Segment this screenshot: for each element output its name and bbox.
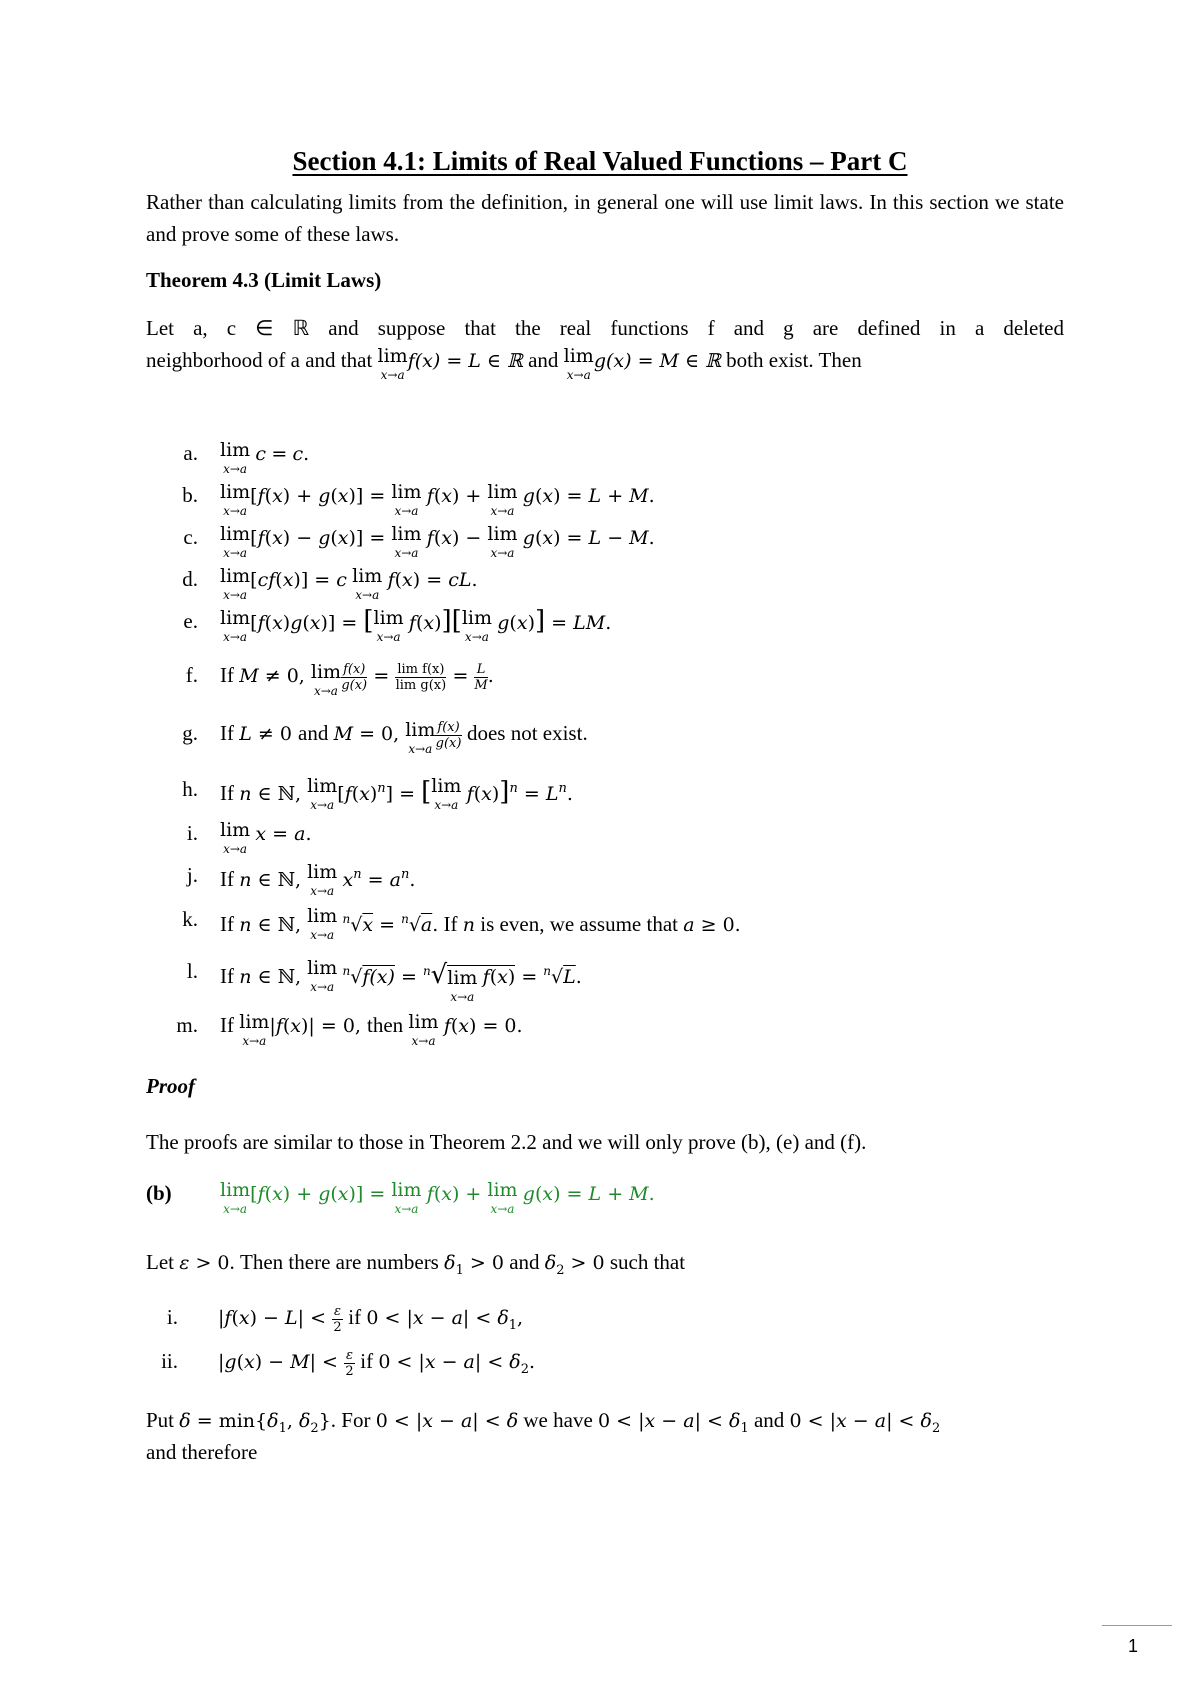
epsilon-line: Let ε > 0. Then there are numbers $\delta_1 > 0$ and $\delta_2 > 0$ such that	[146, 1250, 686, 1279]
proof-intro: The proofs are similar to those in Theorem 2.2 and we will only prove (b), (e) and (f).	[146, 1130, 867, 1154]
proof-b-statement: (b) lim x→a [f(x) + g(x)] = lim x→a f(x) + lim x→a g(x) = L + M.	[146, 1179, 655, 1216]
put-delta-line: Put $\delta = \min\{\delta_1$, $\delta_2$}. For 0 < |x − a| < δ we have $0 < |x - a| < \delta_1$ and $0 < |x - a| < \delta_2$	[146, 1408, 941, 1437]
hypothesis-line-2: neighborhood of a and that lim x→a f(x) = L ∈ ℝ and lim x→a g(x) = M ∈ ℝ both exist. Then	[146, 345, 862, 382]
theorem-heading: Theorem 4.3 (Limit Laws)	[146, 268, 382, 292]
document-page: Section 4.1: Limits of Real Valued Functions – Part C Rather than calculating limits from the definition, in general one will use limit laws. In this section we state and prove some of these laws. Theorem 4.3 (Limit Laws) Let a, c ∈ ℝ and suppose that the real functions f and g are defined in a deleted neighborhood of a and that lim x→a f(x) = L ∈ ℝ and lim x→a g(x) = M ∈ ℝ both exist. Then a. lim x→a c = c. b. lim x→a [f(x) + g(x)] = lim x→a f(x) + lim x→a g(x) = L + M. c. lim x→a [f(x) − g(x)] = lim x→a f(x) − lim x→a g(x) = L − M. d. lim x→a [cf(x)] = c lim x→a f(x) = cL. e. lim x→a [f(x)g(x)] = [ lim x→a f(x)][ lim x→a g(x)] = LM. f. If M ≠ 0, lim x→a $\frac{f(x)}{g(x)}$ = $\frac{\text{lim f(x)}}{\text{lim g(x)}}$ = $\frac{L}{M}$ . g. If L ≠ 0 and M = 0, lim x→a $\frac{f(x)}{g(x)}$ does not exist. h. If n ∈ ℕ, lim x→a $[f(x)^n]$ = [ lim x→a $f(x)]^n = L^n$. i. lim x→a x = a. j. If n ∈ ℕ, lim x→a $x^n = a^n$. k. If n ∈ ℕ, lim x→a $^n$√x = $^n$√a. If n is even, we assume that a ≥ 0. l. If n ∈ ℕ, lim x→a $^n$√f(x) = $^n$√ lim x→a f(x) = $^n$√L. m. If lim x→a |f(x)| = 0, then lim x→a f(x) = 0. Proof The proofs are similar to those in Theorem 2.2 and we will only prove (b), (e) and (f). (b) lim x→a [f(x) + g(x)] = lim x→a f(x) + lim x→a g(x) = L + M. Let ε > 0. Then there are numbers $\delta_1 > 0$ and $\delta_2 > 0$ such that i. |f(x) − L| < $\frac{\varepsilon}{2}$ if $0 < |x - a| < \delta_1$, ii. |g(x) − M| < $\frac{\varepsilon}{2}$ if $0 < |x - a| < \delta_2$. Put $\delta = \min\{\delta_1$, $\delta_2$}. For 0 < |x − a| < δ we have $0 < |x - a| < \delta_1$ and $0 < |x - a| < \delta_2$ and therefore 1	[0, 0, 1200, 1696]
and-therefore-line: and therefore	[146, 1440, 258, 1464]
page-number: 1	[1128, 1636, 1139, 1656]
intro-paragraph: Rather than calculating limits from the definition, in general one will use limit laws. In this section we state and prove some of these laws.	[146, 190, 1064, 246]
hypothesis-line-1: Let a, c ∈ ℝ and suppose that the real functions f and g are defined in a deleted	[146, 316, 1064, 340]
proof-heading: Proof	[146, 1074, 195, 1098]
page-title: Section 4.1: Limits of Real Valued Functions – Part C	[292, 146, 908, 176]
lim-operator: lim x→a	[377, 345, 408, 382]
footer-divider	[1102, 1625, 1172, 1626]
lim-operator: lim x→a	[563, 345, 594, 382]
